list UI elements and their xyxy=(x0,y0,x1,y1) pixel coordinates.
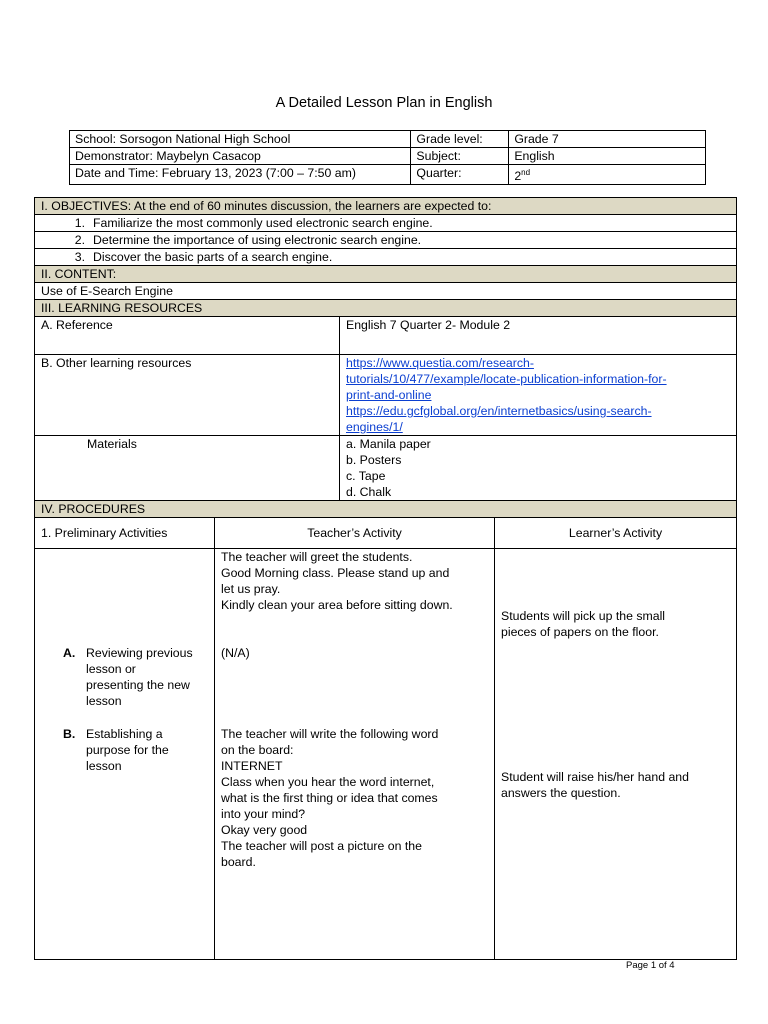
grade-value: Grade 7 xyxy=(509,131,706,148)
teacher-greeting: The teacher will greet the students. Good Morning class. Please stand up and let us pray. Kindly clean your area before sitting down. xyxy=(221,550,453,612)
teacher-activity-cell xyxy=(215,549,495,960)
objectives-heading: I. OBJECTIVES: At the end of 60 minutes discussion, the learners are expected to: xyxy=(35,198,737,215)
other-resources-links xyxy=(340,355,737,436)
teacher-internet-activity: The teacher will write the following word on the board: INTERNET Class when you hear the word internet, what is the first thing or idea that comes into your mind? Okay very good The teacher will post a picture on the board. xyxy=(221,727,439,869)
content-heading: II. CONTENT: xyxy=(35,266,737,283)
other-resources-label: B. Other learning resources xyxy=(35,355,340,436)
reference-label: A. Reference xyxy=(35,317,340,355)
teacher-na: (N/A) xyxy=(221,646,250,660)
procedure-steps-cell: A. Reviewing previous lesson or presenting the new lesson B. Establishing a purpose for the lesson xyxy=(35,549,215,960)
subject-value: English xyxy=(509,148,706,165)
grade-label: Grade level: xyxy=(411,131,509,148)
learner-activity-cell xyxy=(495,549,737,960)
document-title: A Detailed Lesson Plan in English xyxy=(275,95,493,111)
material-item: d. Chalk xyxy=(346,485,392,499)
materials-list xyxy=(340,436,737,501)
content-text: Use of E-Search Engine xyxy=(35,283,737,300)
objective-item: 1. Familiarize the most commonly used electronic search engine. xyxy=(35,215,737,232)
subject-label: Subject: xyxy=(411,148,509,165)
questia-link[interactable]: https://www.questia.com/research- tutorials/10/477/example/locate-publication-information-for- print-and-online xyxy=(346,356,667,402)
info-table xyxy=(69,130,706,185)
datetime-cell: Date and Time: February 13, 2023 (7:00 – 7:50 am) xyxy=(70,165,411,185)
materials-label: Materials xyxy=(35,436,340,501)
school-cell: School: Sorsogon National High School xyxy=(70,131,411,148)
teacher-activity-header: Teacher’s Activity xyxy=(215,518,495,549)
reference-value: English 7 Quarter 2- Module 2 xyxy=(340,317,737,355)
quarter-label: Quarter: xyxy=(411,165,509,185)
objective-item: 2. Determine the importance of using electronic search engine. xyxy=(35,232,737,249)
objective-item: 3. Discover the basic parts of a search engine. xyxy=(35,249,737,266)
gcfglobal-link[interactable]: https://edu.gcfglobal.org/en/internetbasics/using-search- engines/1/ xyxy=(346,404,652,434)
resources-heading: III. LEARNING RESOURCES xyxy=(35,300,737,317)
material-item: a. Manila paper xyxy=(346,437,431,451)
procedures-heading: IV. PROCEDURES xyxy=(35,501,737,518)
lesson-plan-table xyxy=(34,197,737,960)
material-item: b. Posters xyxy=(346,453,402,467)
learner-activity-header: Learner’s Activity xyxy=(495,518,737,549)
learner-cleanup: Students will pick up the small pieces of papers on the floor. xyxy=(501,609,666,639)
demonstrator-cell: Demonstrator: Maybelyn Casacop xyxy=(70,148,411,165)
quarter-value: 2nd xyxy=(509,165,706,185)
page-number: Page 1 of 4 xyxy=(626,960,675,971)
preliminary-activities-header: 1. Preliminary Activities xyxy=(35,518,215,549)
material-item: c. Tape xyxy=(346,469,386,483)
learner-answer: Student will raise his/her hand and answers the question. xyxy=(501,770,689,800)
